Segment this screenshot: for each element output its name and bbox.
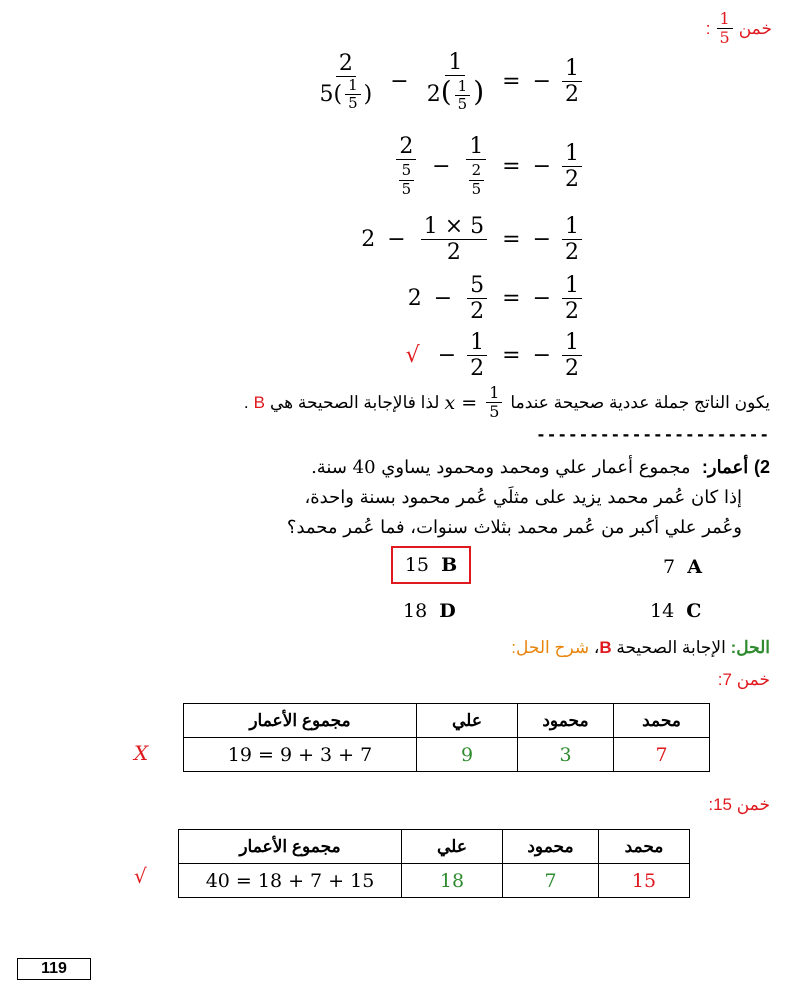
option-a[interactable]: 7 A [663,556,702,578]
option-d[interactable]: 18 D [403,600,456,622]
guess-fifteen-label: خمن 15: [708,795,770,814]
guess-seven-label: خمن 7: [717,670,770,689]
equation-row-1: 2 5( $\frac{1}{5}$ ) − 1 2( $\frac{1}{5}$ ) = − $\frac{1}{2}$ [314,50,585,113]
wrong-mark-icon: X [134,741,149,765]
check-mark-icon: √ [405,343,420,369]
guess-one-fifth-label: خمن $\frac{1}{5}$ : [705,9,772,48]
equation-row-5: √ − $\frac{1}{2}$ = − $\frac{1}{2}$ [406,330,585,382]
option-b[interactable]: 15 B [391,546,471,584]
solution-line: الحل: الإجابة الصحيحة B، شرح الحل: [511,638,770,657]
guess-fraction: $\frac{1}{5}$ [717,10,733,48]
correct-mark-icon: √ [134,864,147,888]
ages-table-guess-7: محمد محمود علي مجموع الأعمار 7 3 9 19 = 9 + 3 + 7 [183,703,710,772]
conclusion-line: يكون الناتج جملة عددية صحيحة عندما x = $\frac{1}{5}$ لذا فالإجابة الصحيحة هي B . [243,383,770,422]
equation-row-2: $\frac{2}{\frac{5}{5}}$ − $\frac{1}{\frac{2}{5}}$ = − $\frac{1}{2}$ [393,134,585,200]
problem-statement: 2) أعمار: مجموع أعمار علي ومحمد ومحمود يساوي 40 سنة. إذا كان عُمر محمد يزيد على مثلَي عُمر محمود بسنة واحدة، وعُمر علي أكبر من عُمر محمد بثلاث سنوات، فما عُمر محمد؟ [286,457,770,538]
equation-row-4: 2 − $\frac{5}{2}$ = − $\frac{1}{2}$ [408,273,585,325]
equation-row-3: 2 − $\frac{1 \times 5}{2}$ = − $\frac{1}{2}$ [361,214,585,266]
option-c[interactable]: 14 C [650,600,702,622]
ages-table-guess-15: محمد محمود علي مجموع الأعمار 15 7 18 40 = 18 + 7 + 15 [178,829,690,898]
conclusion-answer: B [253,392,265,412]
section-divider: ---------------------- [536,425,770,444]
page-number: 119 [17,958,91,980]
